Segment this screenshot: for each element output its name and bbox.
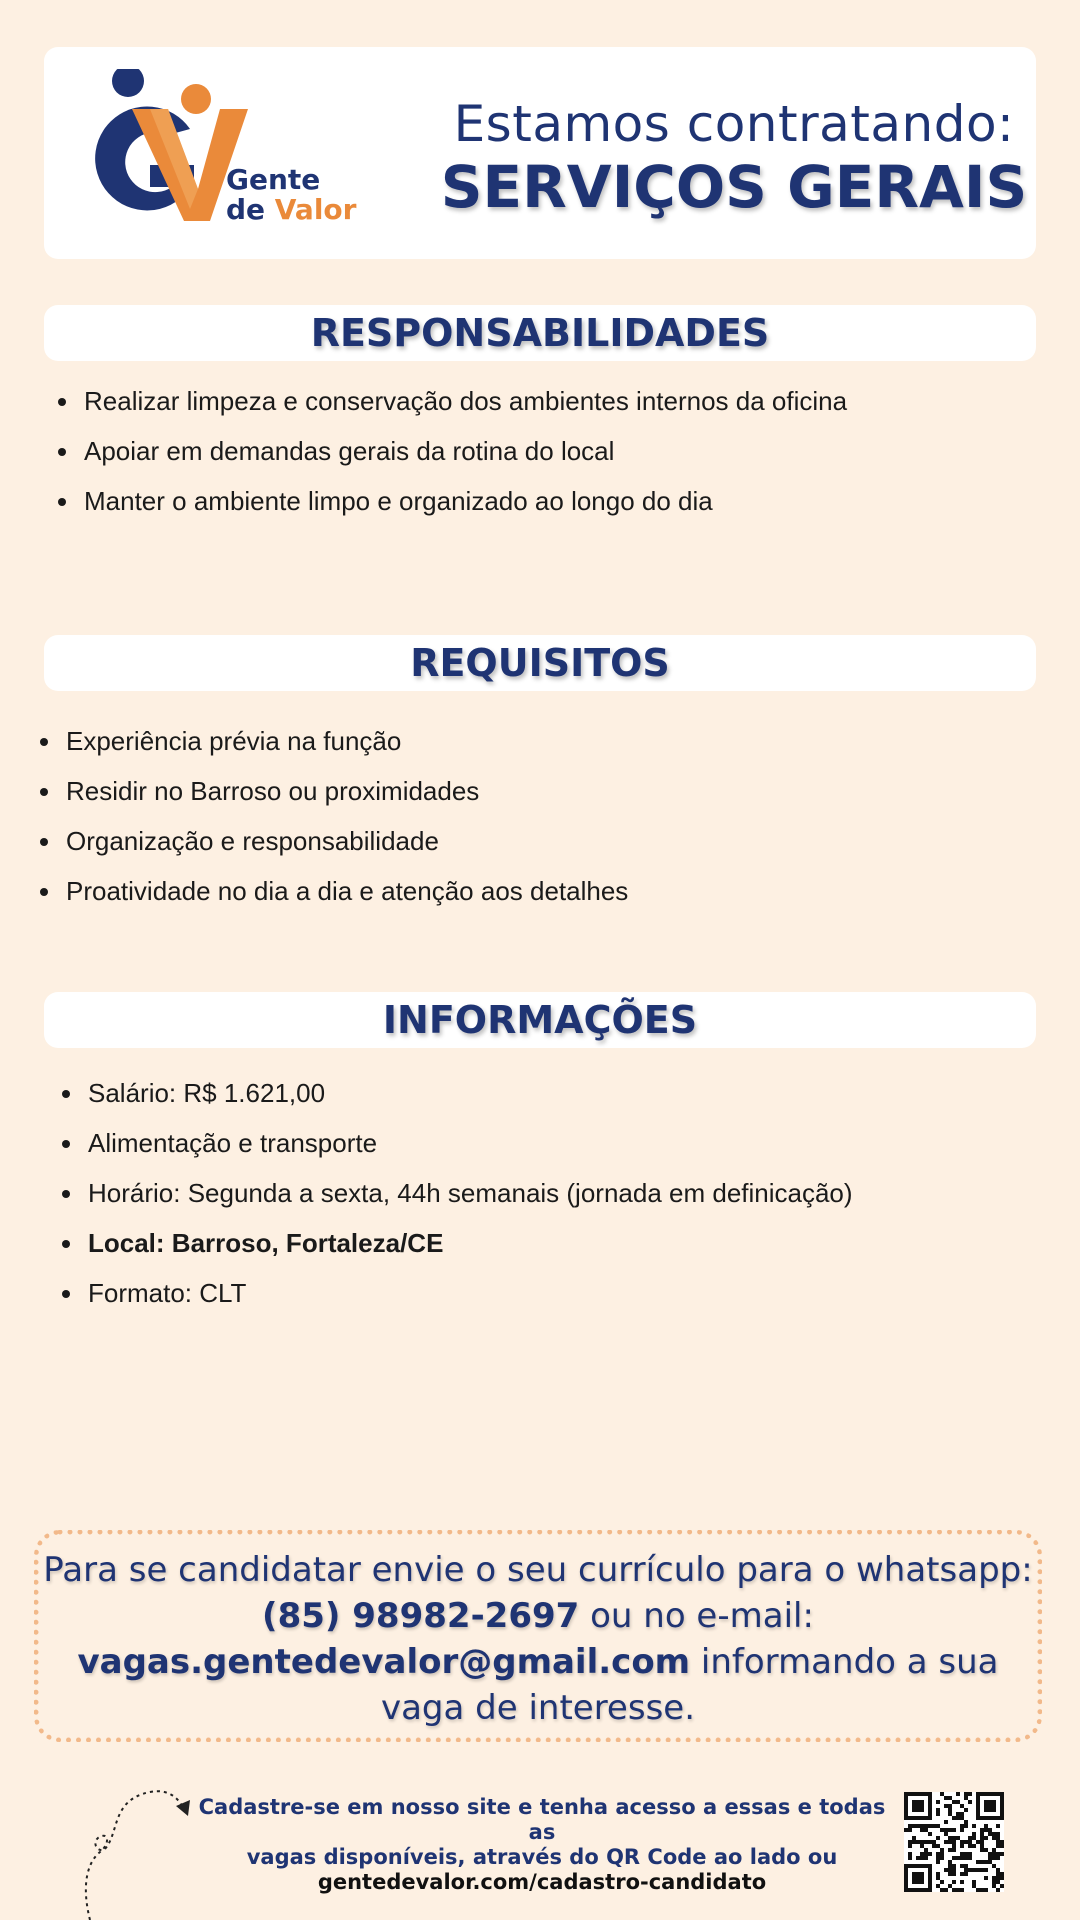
- requirements-header: [44, 635, 1036, 691]
- qr-code-icon[interactable]: [904, 1792, 1004, 1892]
- responsibilities-header: [44, 305, 1036, 361]
- apply-line: Para se candidatar envie o seu currículo para o whatsapp:: [43, 1550, 1033, 1590]
- list-item: Experiência prévia na função: [40, 716, 628, 766]
- job-title: SERVIÇOS GERAIS: [440, 153, 1028, 221]
- list-item: Salário: R$ 1.621,00: [62, 1068, 853, 1118]
- logo-word-gente: Gente: [226, 163, 321, 196]
- header-card: [44, 47, 1036, 259]
- logo-word-valor: Valor: [274, 193, 357, 226]
- requirements-title: REQUISITOS: [410, 641, 670, 685]
- info-title: INFORMAÇÕES: [382, 998, 698, 1042]
- dotted-arrow-icon: [80, 1790, 200, 1920]
- whatsapp-number[interactable]: (85) 98982-2697: [262, 1596, 580, 1636]
- info-header: [44, 992, 1036, 1048]
- list-item: Proatividade no dia a dia e atenção aos detalhes: [40, 866, 628, 916]
- requirements-list: [40, 716, 628, 916]
- list-item-location: Local: Barroso, Fortaleza/CE: [62, 1218, 853, 1268]
- list-item: Realizar limpeza e conservação dos ambientes internos da oficina: [58, 376, 847, 426]
- list-item: Residir no Barroso ou proximidades: [40, 766, 628, 816]
- list-item: Alimentação e transporte: [62, 1118, 853, 1168]
- apply-mid-text: ou no e-mail:: [579, 1596, 814, 1636]
- responsibilities-title: RESPONSABILIDADES: [310, 311, 770, 355]
- apply-tail-text: informando a sua vaga de interesse.: [380, 1642, 999, 1728]
- footer-cta: [192, 1795, 892, 1895]
- footer-line: Cadastre-se em nosso site e tenha acesso a essas e todas as: [198, 1795, 886, 1844]
- logo-word-de: de: [226, 193, 266, 226]
- list-item: Apoiar em demandas gerais da rotina do local: [58, 426, 847, 476]
- footer-line: vagas disponíveis, através do QR Code ao lado ou: [246, 1845, 838, 1869]
- contact-email[interactable]: vagas.gentedevalor@gmail.com: [77, 1642, 691, 1682]
- list-item: Formato: CLT: [62, 1268, 853, 1318]
- footer-url-link[interactable]: gentedevalor.com/cadastro-candidato: [317, 1870, 767, 1894]
- list-item: Horário: Segunda a sexta, 44h semanais (jornada em definicação): [62, 1168, 853, 1218]
- hiring-heading: Estamos contratando:: [453, 95, 1015, 153]
- logo-wordmark: [226, 165, 356, 225]
- responsibilities-list: [58, 376, 847, 526]
- info-list: [62, 1068, 853, 1318]
- apply-instructions: [34, 1530, 1042, 1742]
- list-item: Organização e responsabilidade: [40, 816, 628, 866]
- list-item: Manter o ambiente limpo e organizado ao longo do dia: [58, 476, 847, 526]
